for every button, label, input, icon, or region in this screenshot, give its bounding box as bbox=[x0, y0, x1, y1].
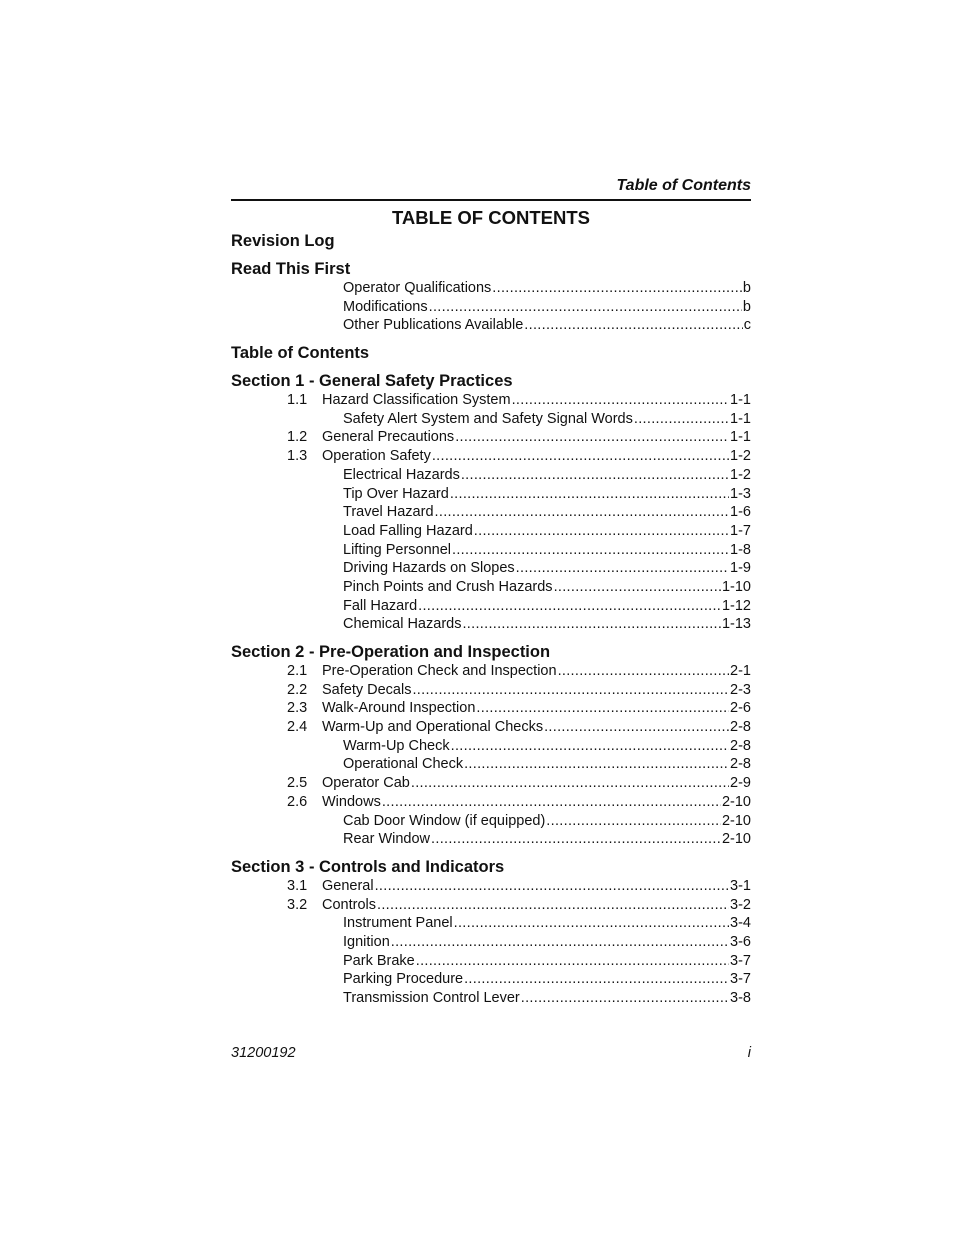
toc-entry-page: 2-10 bbox=[721, 812, 751, 829]
toc-entry-page: 2-8 bbox=[730, 737, 751, 754]
toc-entry-title: Warm-Up Check bbox=[343, 737, 450, 754]
toc-entry-page: 1-6 bbox=[730, 504, 751, 521]
toc-entry-number: 2.1 bbox=[287, 663, 308, 679]
toc-entry-number: 2.6 bbox=[287, 793, 308, 810]
toc-entry[interactable] bbox=[231, 279, 751, 298]
toc-entry-page: b bbox=[742, 298, 751, 315]
dot-leader bbox=[558, 662, 729, 681]
dot-leader bbox=[474, 522, 729, 541]
toc-entry-title: Other Publications Available bbox=[343, 317, 524, 334]
toc-entry-title: Operator Qualifications bbox=[343, 280, 492, 296]
dot-leader bbox=[377, 896, 729, 915]
toc-entry-title: Fall Hazard bbox=[343, 597, 418, 614]
dot-leader bbox=[432, 447, 729, 466]
dot-leader bbox=[416, 952, 729, 971]
dot-leader bbox=[634, 410, 729, 429]
toc-group bbox=[231, 260, 751, 335]
toc-entry[interactable] bbox=[231, 428, 751, 447]
toc-entry[interactable] bbox=[231, 485, 751, 504]
toc-entry[interactable] bbox=[231, 681, 751, 700]
running-header: Table of Contents bbox=[616, 177, 751, 194]
toc-group bbox=[231, 344, 751, 363]
toc-entry-title: Pinch Points and Crush Hazards bbox=[343, 578, 553, 595]
toc-entry[interactable] bbox=[231, 970, 751, 989]
toc-entry-page: 3-4 bbox=[730, 915, 751, 932]
toc-group bbox=[231, 232, 751, 251]
toc-entry[interactable] bbox=[231, 447, 751, 466]
dot-leader bbox=[462, 615, 721, 634]
toc-entry[interactable] bbox=[231, 466, 751, 485]
dot-leader bbox=[382, 793, 721, 812]
page-title: TABLE OF CONTENTS bbox=[391, 207, 590, 228]
toc-entry[interactable] bbox=[231, 298, 751, 317]
toc-entry-title: Pre-Operation Check and Inspection bbox=[322, 663, 557, 679]
toc-entry-page: 3-1 bbox=[730, 877, 751, 894]
dot-leader bbox=[375, 877, 729, 896]
toc-entry[interactable] bbox=[231, 559, 751, 578]
toc-entry-title: Driving Hazards on Slopes bbox=[343, 560, 515, 577]
toc-entry-page: 1-3 bbox=[730, 485, 751, 502]
toc-entry[interactable] bbox=[231, 597, 751, 616]
toc-entry-title: Transmission Control Lever bbox=[343, 990, 520, 1006]
dot-leader bbox=[429, 298, 742, 317]
toc-entry[interactable] bbox=[231, 391, 751, 410]
toc-entry-title: Tip Over Hazard bbox=[343, 485, 449, 502]
toc-group-heading[interactable]: Section 2 - Pre-Operation and Inspection bbox=[231, 643, 551, 661]
toc-entry[interactable] bbox=[231, 914, 751, 933]
dot-leader bbox=[454, 914, 729, 933]
toc-group bbox=[231, 643, 751, 849]
toc-entry[interactable] bbox=[231, 812, 751, 831]
dot-leader bbox=[451, 737, 729, 756]
toc-entry[interactable] bbox=[231, 699, 751, 718]
toc-group-heading[interactable]: Revision Log bbox=[231, 232, 335, 250]
toc-entry-page: 3-7 bbox=[730, 971, 751, 988]
toc-entry-title: Operation Safety bbox=[322, 448, 431, 465]
dot-leader bbox=[492, 279, 742, 298]
toc-entry-title: Controls bbox=[322, 896, 376, 913]
toc-entry-title: Warm-Up and Operational Checks bbox=[322, 719, 544, 736]
toc-entry-page: 1-10 bbox=[721, 578, 751, 595]
toc-entry-title: Ignition bbox=[343, 933, 390, 950]
toc-entry-page: 2-6 bbox=[730, 700, 751, 717]
dot-leader bbox=[464, 755, 729, 774]
dot-leader bbox=[464, 970, 729, 989]
dot-leader bbox=[452, 541, 729, 560]
toc-entry-page: 2-8 bbox=[730, 756, 751, 773]
toc-entry-number: 2.3 bbox=[287, 700, 308, 717]
toc-group-heading[interactable]: Read This First bbox=[231, 260, 351, 278]
toc-entry-number: 3.1 bbox=[287, 877, 308, 894]
toc-entry-page: 1-8 bbox=[730, 541, 751, 558]
dot-leader bbox=[412, 681, 729, 700]
toc-entry-page: 1-2 bbox=[730, 448, 751, 465]
toc-entry[interactable] bbox=[231, 541, 751, 560]
toc-entry-page: 1-1 bbox=[730, 429, 751, 446]
toc-entry-number: 2.4 bbox=[287, 719, 308, 736]
toc-entry[interactable] bbox=[231, 410, 751, 429]
toc-entry-page: b bbox=[742, 280, 751, 296]
toc-group bbox=[231, 858, 751, 1008]
toc-entry-title: Operator Cab bbox=[322, 775, 410, 792]
toc-entry-title: Hazard Classification System bbox=[322, 392, 511, 409]
dot-leader bbox=[461, 466, 729, 485]
toc-entry[interactable] bbox=[231, 896, 751, 915]
dot-leader bbox=[476, 699, 729, 718]
toc-entry[interactable] bbox=[231, 503, 751, 522]
toc-entry-number: 2.5 bbox=[287, 775, 308, 792]
toc-group bbox=[231, 372, 751, 634]
toc-entry[interactable] bbox=[231, 718, 751, 737]
dot-leader bbox=[512, 391, 729, 410]
toc-entry-page: c bbox=[743, 317, 751, 334]
toc-entry[interactable] bbox=[231, 578, 751, 597]
toc-entry-title: Chemical Hazards bbox=[343, 616, 462, 633]
dot-leader bbox=[418, 597, 721, 616]
dot-leader bbox=[521, 989, 729, 1008]
toc-group-heading[interactable]: Section 3 - Controls and Indicators bbox=[231, 857, 505, 876]
dot-leader bbox=[391, 933, 729, 952]
toc-entry-title: Parking Procedure bbox=[343, 971, 464, 988]
dot-leader bbox=[546, 812, 721, 831]
toc-entry[interactable] bbox=[231, 793, 751, 812]
toc-entry-page: 1-1 bbox=[730, 392, 751, 409]
toc-entry-page: 2-8 bbox=[730, 719, 751, 736]
toc-entry[interactable] bbox=[231, 755, 751, 774]
header-rule bbox=[231, 199, 751, 201]
toc-entry-title: Electrical Hazards bbox=[343, 466, 460, 483]
toc-entry-title: Load Falling Hazard bbox=[343, 522, 473, 539]
toc-entry[interactable] bbox=[231, 952, 751, 971]
toc-entry-page: 1-1 bbox=[730, 410, 751, 427]
toc-entry[interactable] bbox=[231, 989, 751, 1008]
dot-leader bbox=[524, 316, 742, 335]
toc-entry-title: Walk-Around Inspection bbox=[322, 700, 476, 717]
dot-leader bbox=[544, 718, 729, 737]
toc-entry-title: General bbox=[322, 877, 374, 894]
toc-group-heading[interactable]: Table of Contents bbox=[231, 344, 370, 363]
toc-entry-page: 3-6 bbox=[730, 933, 751, 950]
dot-leader bbox=[455, 428, 729, 447]
dot-leader bbox=[516, 559, 729, 578]
toc-entry-title: Rear Window bbox=[343, 831, 431, 848]
dot-leader bbox=[411, 774, 729, 793]
toc-entry-page: 3-7 bbox=[730, 952, 751, 969]
toc-entry[interactable] bbox=[231, 316, 751, 335]
toc-entry-page: 2-3 bbox=[730, 681, 751, 698]
toc-entry-title: Modifications bbox=[343, 298, 428, 315]
toc-entry-title: Safety Decals bbox=[322, 681, 412, 698]
toc-entry[interactable] bbox=[231, 737, 751, 756]
toc-entry-title: Operational Check bbox=[343, 756, 464, 773]
toc-entry-title: Lifting Personnel bbox=[343, 541, 452, 558]
toc-entry-title: Safety Alert System and Safety Signal Words bbox=[343, 410, 633, 427]
toc-entry-title: General Precautions bbox=[322, 429, 455, 446]
toc-entry-page: 1-9 bbox=[730, 560, 751, 577]
toc-entry-page: 2-9 bbox=[730, 775, 751, 792]
toc-entry[interactable] bbox=[231, 662, 751, 681]
page-number: i bbox=[747, 1045, 751, 1061]
dot-leader bbox=[431, 830, 721, 849]
toc-entry-title: Instrument Panel bbox=[343, 915, 453, 932]
toc-entry[interactable] bbox=[231, 830, 751, 849]
toc-entry-page: 1-2 bbox=[730, 466, 751, 483]
toc-entry-title: Travel Hazard bbox=[343, 504, 434, 521]
dot-leader bbox=[554, 578, 721, 597]
toc-group-heading[interactable]: Section 1 - General Safety Practices bbox=[231, 372, 513, 391]
toc-entry-page: 3-8 bbox=[730, 990, 751, 1006]
toc-entry-number: 3.2 bbox=[287, 896, 308, 913]
toc-entry[interactable] bbox=[231, 522, 751, 541]
toc-entry-page: 2-10 bbox=[721, 793, 751, 810]
toc-entry-page: 3-2 bbox=[730, 896, 751, 913]
toc-entry-number: 1.2 bbox=[287, 429, 308, 446]
toc-entry-number: 2.2 bbox=[287, 681, 308, 698]
dot-leader bbox=[450, 485, 729, 504]
toc-entry-page: 1-7 bbox=[730, 522, 751, 539]
toc-entry-page: 1-12 bbox=[721, 597, 751, 614]
toc-entry[interactable] bbox=[231, 615, 751, 634]
toc-entry[interactable] bbox=[231, 774, 751, 793]
toc-entry[interactable] bbox=[231, 933, 751, 952]
table-of-contents bbox=[231, 232, 751, 1008]
toc-entry-title: Park Brake bbox=[343, 952, 415, 969]
toc-entry-page: 2-1 bbox=[730, 663, 751, 679]
document-number: 31200192 bbox=[231, 1045, 296, 1061]
toc-entry-page: 2-10 bbox=[721, 831, 751, 848]
dot-leader bbox=[435, 503, 730, 522]
toc-entry-title: Windows bbox=[322, 793, 381, 810]
toc-entry-page: 1-13 bbox=[721, 616, 751, 633]
toc-entry-title: Cab Door Window (if equipped) bbox=[343, 812, 546, 829]
toc-entry[interactable] bbox=[231, 877, 751, 896]
toc-entry-number: 1.3 bbox=[287, 448, 308, 465]
toc-entry-number: 1.1 bbox=[287, 392, 308, 409]
